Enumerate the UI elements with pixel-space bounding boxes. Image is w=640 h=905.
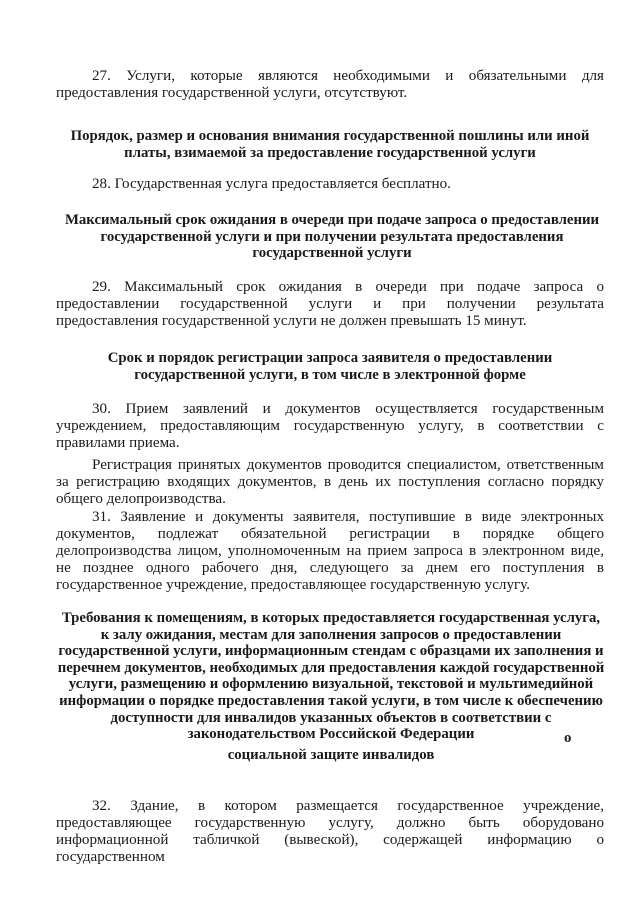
paragraph-30: 30. Прием заявлений и документов осуществляется государственным учреждением, предоставляющим государственную услугу, в соответствии с правилами приема.	[56, 401, 604, 451]
section-heading-fee: Порядок, размер и основания внимания государственной пошлины или иной платы, взимаемой за предоставление государственной услуги	[70, 128, 590, 161]
section-heading-premises-end	[56, 730, 606, 764]
stray-letter: о	[564, 730, 572, 747]
paragraph-29: 29. Максимальный срок ожидания в очереди при подаче запроса о предоставлении государственной услуги и при получении результата предоставления государственной услуги не должен превышать 15 минут.	[56, 279, 604, 329]
paragraph-28: 28. Государственная услуга предоставляется бесплатно.	[92, 176, 451, 192]
section-heading-registration: Срок и порядок регистрации запроса заявителя о предоставлении государственной услуги, в том числе в электронной форме	[107, 350, 553, 383]
section-heading-waiting-time: Максимальный срок ожидания в очереди при подаче запроса о предоставлении государственной услуги и при получении результата предоставления государственной услуги	[64, 212, 600, 262]
paragraph-32: 32. Здание, в котором размещается государственное учреждение, предоставляющее государственную услугу, должно быть оборудовано информационной табличкой (вывеской), содержащей информацию о государственном	[56, 798, 604, 865]
paragraph-31: 31. Заявление и документы заявителя, поступившие в виде электронных документов, подлежат обязательной регистрации в порядке общего делопроизводства лицом, уполномоченным на прием запроса в электронном виде, не позднее одного рабочего дня, следующего за днем его поступления в государственное учреждение, предоставляющее государственную услугу.	[56, 509, 604, 593]
paragraph-27: 27. Услуги, которые являются необходимыми и обязательными для предоставления государственной услуги, отсутствуют.	[56, 68, 604, 101]
paragraph-registration: Регистрация принятых документов проводится специалистом, ответственным за регистрацию входящих документов, в день их поступления согласно порядку общего делопроизводства.	[56, 457, 604, 507]
heading-last-line: социальной защите инвалидов	[227, 747, 435, 763]
section-heading-premises: Требования к помещениям, в которых предоставляется государственная услуга, к залу ожидания, местам для заполнения запросов о предоставлении государственной услуги, информационным стендам с образцами их заполнения и перечнем документов, необходимых для предоставления каждой государственной услуги, размещению и оформлению визуальной, текстовой и мультимедийной информации о порядке предоставления такой услуги, в том числе к обеспечению доступности для инвалидов указанных объектов в соответствии с законодательством Российской Федерации	[57, 610, 605, 743]
